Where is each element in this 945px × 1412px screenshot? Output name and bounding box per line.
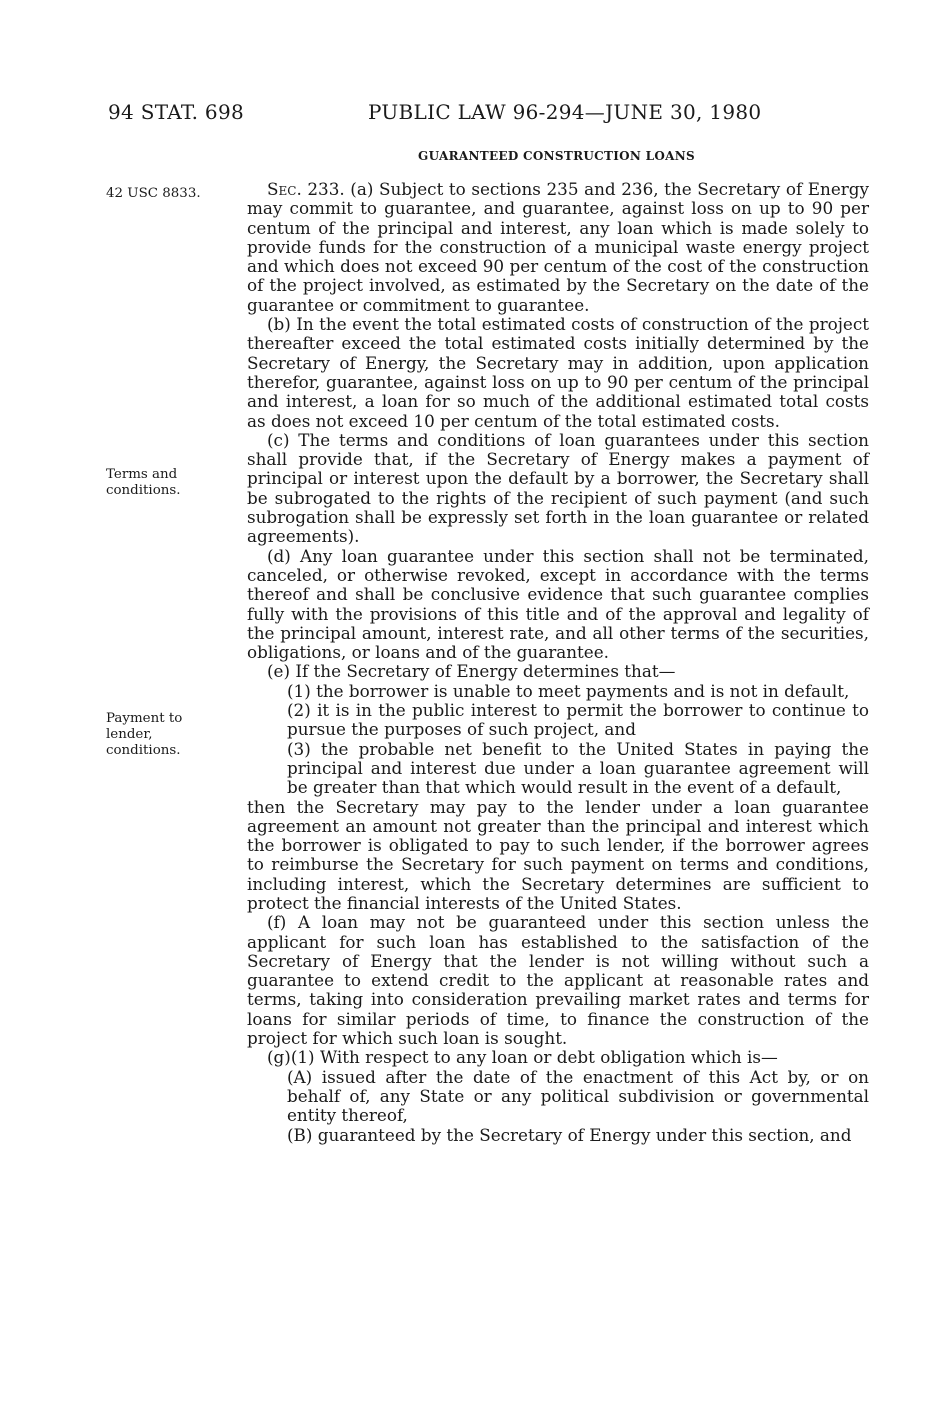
margin-note-usc-text: 42 USC 8833. (106, 186, 201, 201)
margin-note-usc (106, 186, 236, 202)
margin-note-line: conditions. (106, 483, 181, 498)
section-heading-text: GUARANTEED CONSTRUCTION LOANS (418, 149, 695, 163)
body-text (247, 180, 869, 1145)
paragraph-e2: (2) it is in the public interest to permit the borrower to continue to pursue the purposes of such project, and (287, 700, 869, 740)
paragraph-e-intro: (e) If the Secretary of Energy determines that— (267, 661, 676, 682)
paragraph-f: (f) A loan may not be guaranteed under this section unless the applicant for such loan has established to the satisfaction of the Secretary of Energy that the lender is not willing without such a guarantee to extend credit to the applicant at reasonable rates and terms, taking into consideration prevailing market rates and terms for loans for similar periods of time, to finance the construction of the project for which such loan is sought. (247, 912, 869, 1049)
margin-note-terms (106, 467, 236, 499)
sec-label: Sec. (267, 179, 302, 199)
paragraph-b: (b) In the event the total estimated costs of construction of the project thereafter exceed the total estimated costs initially determined by the Secretary of Energy, the Secretary may in addition, upon application therefor, guarantee, against loss on up to 90 per centum of the principal and interest, a loan for so much of the additional estimated total costs as does not exceed 10 per centum of the total estimated costs. (247, 314, 869, 431)
paragraph-a (247, 180, 869, 315)
paragraph-c: (c) The terms and conditions of loan guarantees under this section shall provide that, if the Secretary of Energy makes a payment of principal or interest upon the default by a borrower, the Secretary shall be subrogated to the rights of the recipient of such payment (and such subrogation shall be expressly set forth in the loan guarantee or related agreements). (247, 429, 869, 547)
margin-note-line: conditions. (106, 743, 181, 758)
margin-note-line: lender, (106, 727, 153, 742)
margin-note-payment (106, 711, 236, 759)
paragraph-gB: (B) guaranteed by the Secretary of Energy under this section, and (287, 1124, 852, 1145)
paragraph-g-intro: (g)(1) With respect to any loan or debt obligation which is— (267, 1047, 778, 1068)
page-header (108, 100, 868, 128)
paragraph-e3: (3) the probable net benefit to the United States in paying the principal and interest due under a loan guarantee agreement will be greater than that which would result in the event of a default, (287, 738, 869, 798)
paragraph-e-close: then the Secretary may pay to the lender under a loan guarantee agreement an amount not greater than the principal and interest which the borrower is obligated to pay to such lender, if the borrower agrees to reimburse the Secretary for such payment on terms and conditions, including interest, which the Secretary determines are sufficient to protect the financial interests of the United States. (247, 796, 869, 913)
section-heading (0, 149, 945, 163)
paragraph-d: (d) Any loan guarantee under this section shall not be terminated, canceled, or otherwise revoked, except in accordance with the terms thereof and shall be conclusive evidence that such guarantee complies fully with the provisions of this title and of the approval and legality of the principal amount, interest rate, and all other terms of the securities, obligations, or loans and of the guarantee. (247, 545, 869, 663)
running-title: PUBLIC LAW 96-294—JUNE 30, 1980 (368, 100, 762, 124)
margin-note-line: Payment to (106, 711, 183, 726)
paragraph-gA: (A) issued after the date of the enactment of this Act by, or on behalf of, any State or any political subdivision or governmental entity thereof, (287, 1066, 869, 1126)
stat-page-number: 94 STAT. 698 (108, 100, 244, 124)
paragraph-a-text: 233. (a) Subject to sections 235 and 236, the Secretary of Energy may commit to guarantee, and guarantee, against loss on up to 90 per centum of the principal and interest, any loan which is made solely to provide funds for the construction of a municipal waste energy project and which does not exceed 90 per centum of the cost of the construction of the project involved, as estimated by the Secretary on the date of the guarantee or commitment to guarantee. (247, 179, 869, 315)
paragraph-e1: (1) the borrower is unable to meet payments and is not in default, (287, 680, 850, 701)
margin-note-line: Terms and (106, 467, 178, 482)
